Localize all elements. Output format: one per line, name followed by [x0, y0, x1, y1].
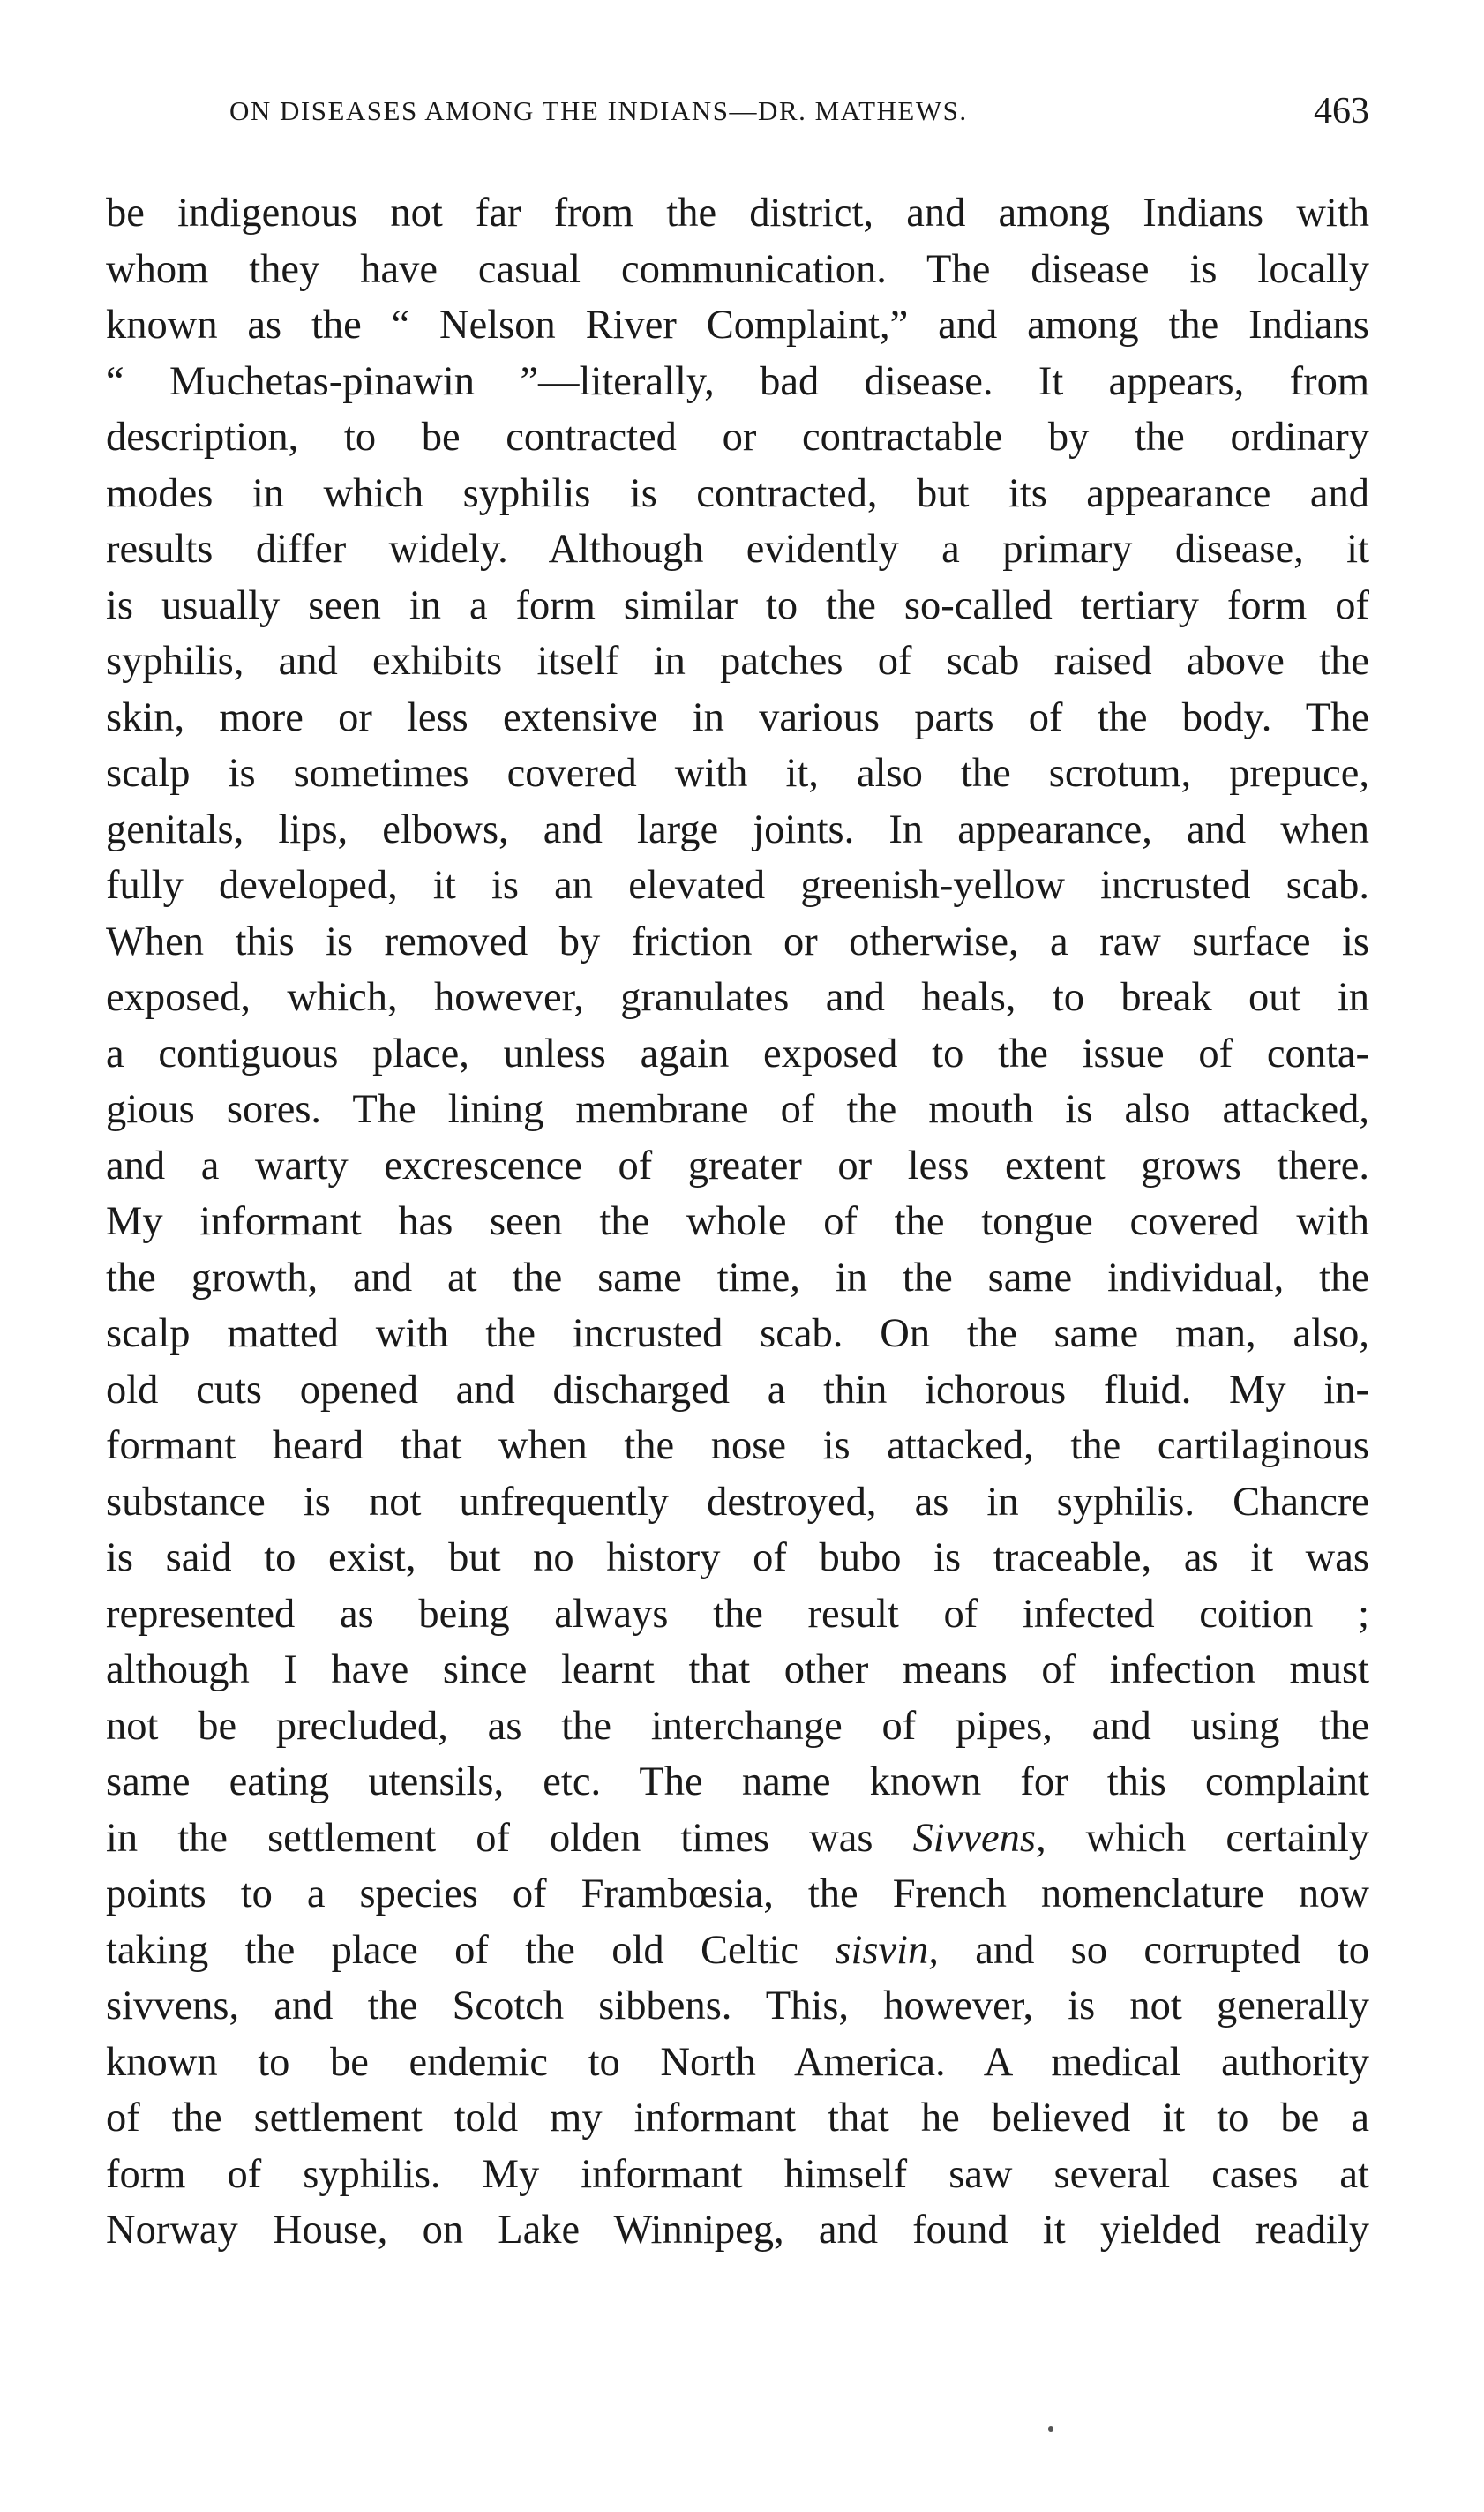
text-line: old cuts opened and discharged a thin ichorous fluid. My in-	[106, 1367, 1369, 1413]
text-line: the growth, and at the same time, in the same individual, the	[106, 1255, 1369, 1301]
text-line: is usually seen in a form similar to the so-called tertiary form of	[106, 582, 1369, 628]
text-line: a contiguous place, unless again exposed to the issue of conta-	[106, 1031, 1369, 1076]
text-line: although I have since learnt that other means of infection must	[106, 1647, 1369, 1692]
text-line: gious sores. The lining membrane of the mouth is also attacked,	[106, 1087, 1369, 1132]
text-line: scalp matted with the incrusted scab. On the same man, also,	[106, 1311, 1369, 1356]
text-line: exposed, which, however, granulates and heals, to break out in	[106, 975, 1369, 1020]
text-line: description, to be contracted or contractable by the ordinary	[106, 415, 1369, 460]
italic-term-sivvens: Sivvens,	[912, 1815, 1046, 1861]
text-line: represented as being always the result of infected coition ;	[106, 1591, 1369, 1637]
text-line: scalp is sometimes covered with it, also the scrotum, prepuce,	[106, 751, 1369, 796]
print-speck	[1048, 2426, 1053, 2432]
text-run: taking the place of the old Celtic	[106, 1927, 836, 1973]
text-run: and so corrupted to	[938, 1927, 1369, 1973]
text-line: known to be endemic to North America. A medical authority	[106, 2039, 1369, 2085]
text-line: not be precluded, as the interchange of pipes, and using the	[106, 1703, 1369, 1749]
text-line: known as the “ Nelson River Complaint,” and among the Indians	[106, 303, 1369, 348]
text-line: When this is removed by friction or otherwise, a raw surface is	[106, 919, 1369, 964]
text-line: formant heard that when the nose is attacked, the cartilaginous	[106, 1423, 1369, 1468]
running-head	[106, 91, 1369, 139]
italic-term-sisvin: sisvin,	[835, 1927, 939, 1973]
text-line: modes in which syphilis is contracted, but its appearance and	[106, 470, 1369, 516]
text-line: of the settlement told my informant that he believed it to be a	[106, 2096, 1369, 2141]
text-line: results differ widely. Although evidently a primary disease, it	[106, 527, 1369, 572]
running-head-title: ON DISEASES AMONG THE INDIANS—DR. MATHEWS.	[229, 95, 968, 126]
text-line: “ Muchetas-pinawin ”—literally, bad disease. It appears, from	[106, 358, 1369, 404]
text-line: form of syphilis. My informant himself saw several cases at	[106, 2151, 1369, 2197]
text-line: whom they have casual communication. The disease is locally	[106, 246, 1369, 292]
page-number: 463	[1314, 91, 1369, 131]
text-line: fully developed, it is an elevated greenish-yellow incrusted scab.	[106, 863, 1369, 908]
text-line: substance is not unfrequently destroyed, as in syphilis. Chancre	[106, 1479, 1369, 1525]
text-line: is said to exist, but no history of bubo is traceable, as it was	[106, 1535, 1369, 1580]
text-line: be indigenous not far from the district, and among Indians with	[106, 191, 1369, 236]
text-line: skin, more or less extensive in various parts of the body. The	[106, 694, 1369, 740]
body-text	[106, 185, 1369, 2259]
text-line: syphilis, and exhibits itself in patches of scab raised above the	[106, 639, 1369, 684]
text-line: My informant has seen the whole of the tongue covered with	[106, 1199, 1369, 1244]
text-line: Norway House, on Lake Winnipeg, and found it yielded readily	[106, 2208, 1369, 2253]
text-line: genitals, lips, elbows, and large joints. In appearance, and when	[106, 806, 1369, 852]
text-line: sivvens, and the Scotch sibbens. This, however, is not generally	[106, 1983, 1369, 2028]
text-run: which certainly	[1046, 1815, 1369, 1861]
text-line	[106, 1811, 1369, 1867]
text-run: in the settlement of olden times was	[106, 1815, 913, 1861]
text-line: and a warty excrescence of greater or less extent grows there.	[106, 1143, 1369, 1189]
text-line	[106, 1923, 1369, 1979]
text-line: points to a species of Frambœsia, the French nomenclature now	[106, 1871, 1369, 1916]
text-line: same eating utensils, etc. The name known for this complaint	[106, 1759, 1369, 1804]
